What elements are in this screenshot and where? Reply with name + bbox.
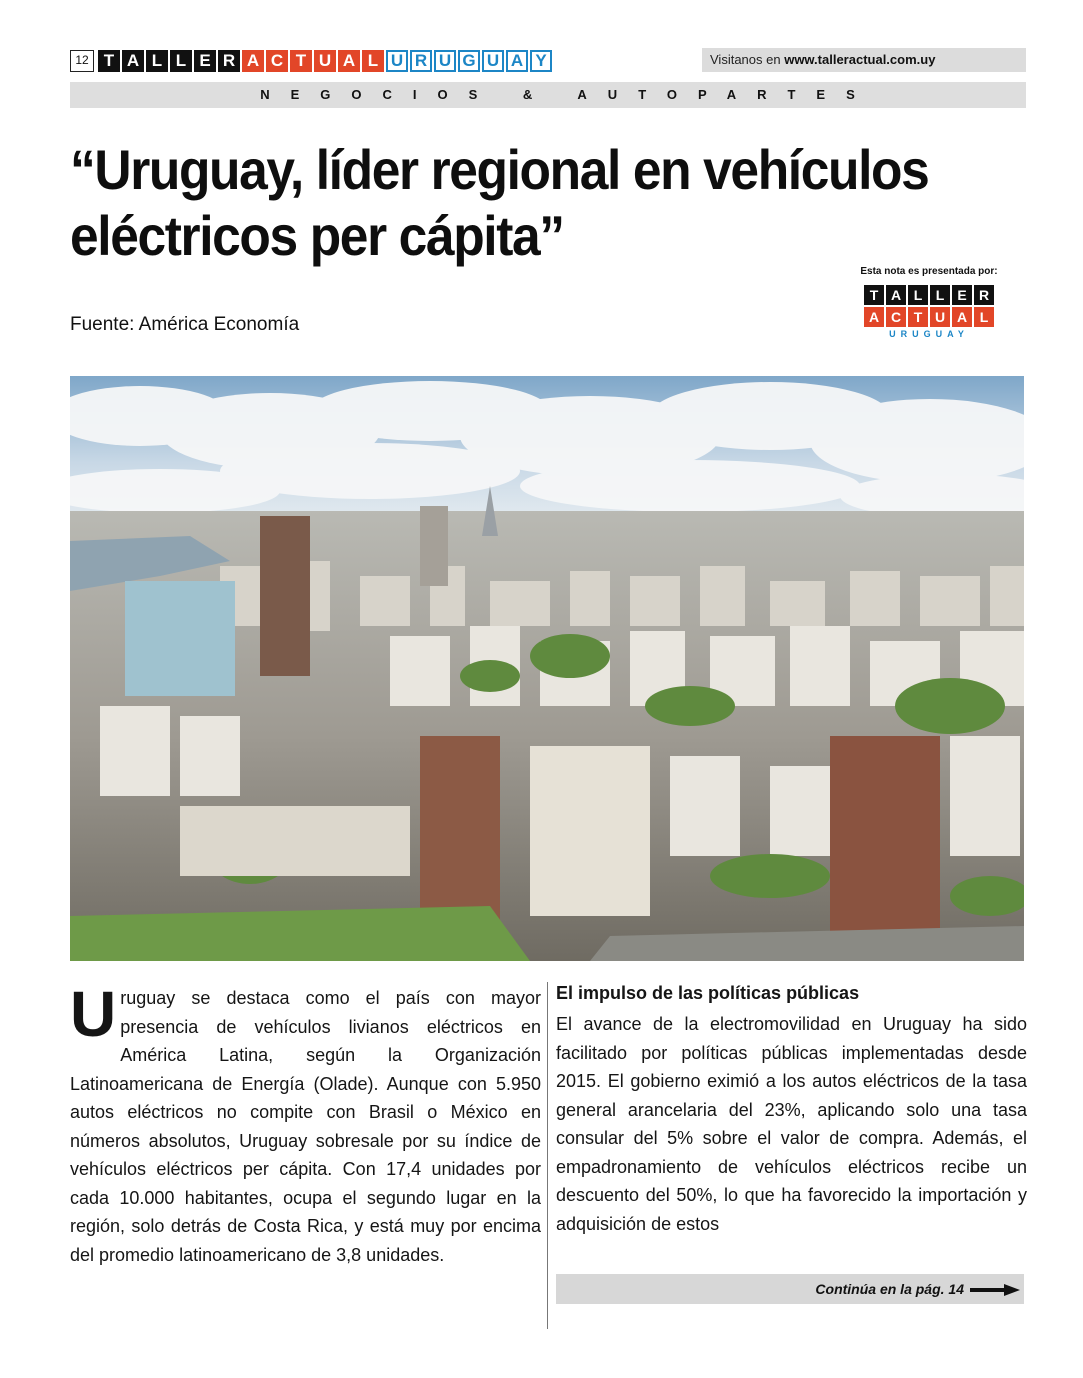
masthead-logo (98, 50, 552, 72)
logo-letter: T (98, 50, 120, 72)
website-prefix: Visitanos en (710, 52, 785, 67)
logo-letter: U (482, 50, 504, 72)
article-body-left (70, 978, 541, 1269)
continue-text: Continúa en la pág. 14 (815, 1281, 964, 1297)
logo-letter: U (314, 50, 336, 72)
logo-letter: R (410, 50, 432, 72)
logo-letter: A (338, 50, 360, 72)
logo-letter: C (886, 307, 906, 327)
logo-letter: L (974, 307, 994, 327)
logo-letter: A (886, 285, 906, 305)
logo-letter: U (434, 50, 456, 72)
sponsor-block (836, 266, 1022, 339)
logo-letter: A (122, 50, 144, 72)
logo-letter: L (362, 50, 384, 72)
logo-letter: L (930, 285, 950, 305)
logo-letter: T (864, 285, 884, 305)
logo-letter: A (242, 50, 264, 72)
logo-letter: L (170, 50, 192, 72)
body-paragraph: El avance de la electromovilidad en Uruguay ha sido facilitado por políticas públicas implementadas desde 2015. El gobierno eximió a los autos eléctricos de la tasa general arancelaria del 23%, aplicando solo una tasa consular del 5% sobre el valor de compra. Además, el empadronamiento de vehículos eléctricos recibe un descuento del 50%, lo que ha favorecido la importación y adquisición de estos (556, 1014, 1027, 1234)
sponsor-logo-row-2 (836, 307, 1022, 327)
website-link[interactable]: www.talleractual.com.uy (784, 52, 936, 67)
logo-letter: L (146, 50, 168, 72)
website-banner (702, 48, 1026, 72)
logo-letter: A (952, 307, 972, 327)
sponsor-logo-row-1 (836, 285, 1022, 305)
body-paragraph: ruguay se destaca como el país con mayor presencia de vehículos livianos eléctricos en América Latina, según la Organización Latinoamericana de Energía (Olade). Aunque con 5.950 autos eléctricos no compite con Brasil o México en números absolutos, Uruguay sobresale por su índice de vehículos eléctricos per cápita. Con 17,4 unidades por cada 10.000 habitantes, ocupa el segundo lugar en la región, solo detrás de Costa Rica, y está muy por encima del promedio latinoamericano de 3,8 unidades. (70, 988, 541, 1265)
logo-letter: U (386, 50, 408, 72)
logo-letter: R (974, 285, 994, 305)
source-name: : América Economía (129, 314, 300, 335)
logo-letter: R (218, 50, 240, 72)
section-title: NEGOCIOS & AUTOPARTES (70, 82, 1026, 108)
masthead (70, 48, 1026, 74)
logo-letter: G (458, 50, 480, 72)
arrow-right-icon (970, 1284, 1020, 1296)
logo-letter: A (506, 50, 528, 72)
page-number: 12 (70, 50, 94, 72)
logo-letter: C (266, 50, 288, 72)
source-label: Fuente (70, 314, 130, 335)
continue-banner[interactable] (556, 1274, 1024, 1304)
logo-letter: T (908, 307, 928, 327)
article-headline: “Uruguay, líder regional en vehículos eléctricos per cápita” (70, 138, 929, 267)
article-source (70, 314, 299, 336)
logo-letter: Y (530, 50, 552, 72)
logo-letter: A (864, 307, 884, 327)
drop-cap: U (70, 978, 117, 1050)
section-subheading: El impulso de las políticas públicas (556, 983, 860, 1003)
logo-letter: L (908, 285, 928, 305)
montevideo-aerial-photo (70, 376, 1024, 961)
logo-letter: U (930, 307, 950, 327)
logo-letter: T (290, 50, 312, 72)
sponsor-label: Esta nota es presentada por: (860, 266, 998, 277)
column-divider (547, 982, 548, 1329)
article-body-right (556, 984, 1027, 1238)
logo-letter: E (952, 285, 972, 305)
logo-letter: E (194, 50, 216, 72)
sponsor-logo-subtitle: URUGUAY (889, 329, 969, 339)
